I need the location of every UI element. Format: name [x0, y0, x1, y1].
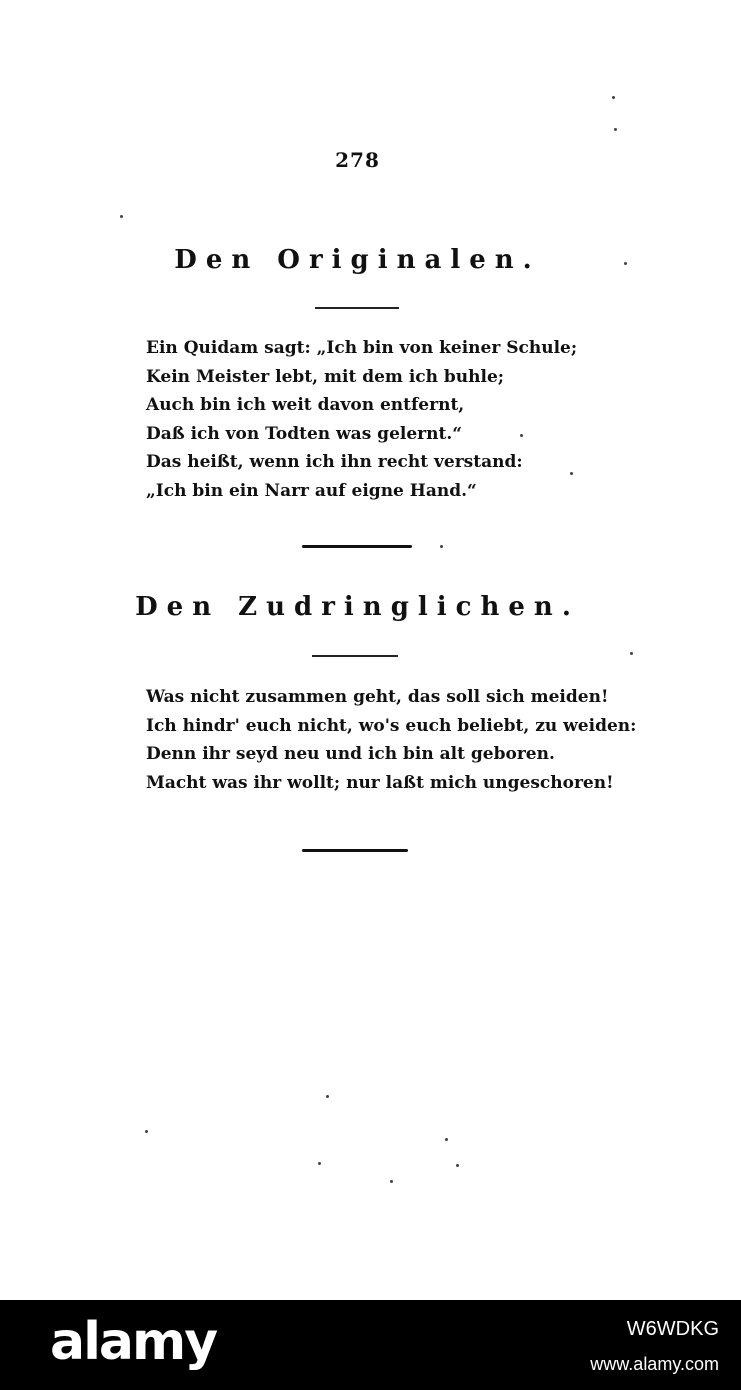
- page-number: 278: [335, 148, 380, 172]
- poem-zudringlichen: [146, 683, 636, 797]
- poem-line: Macht was ihr wollt; nur laßt mich ungeschoren!: [146, 772, 614, 793]
- scan-speck: [630, 652, 633, 655]
- scan-speck: [390, 1180, 393, 1183]
- scan-speck: [440, 545, 443, 548]
- scan-speck: [624, 262, 627, 265]
- scan-speck: [614, 128, 617, 131]
- poem-line: Kein Meister lebt, mit dem ich buhle;: [146, 366, 505, 387]
- poem-line: „Ich bin ein Narr auf eigne Hand.“: [146, 480, 477, 501]
- poem-title-zudringlichen: Den Zudringlichen.: [135, 592, 580, 622]
- poem-line: Ich hindr' euch nicht, wo's euch beliebt, zu weiden:: [146, 715, 637, 736]
- poem-title-originalen: Den Originalen.: [174, 245, 541, 275]
- alamy-logo: alamy: [50, 1312, 217, 1372]
- section-divider: [302, 545, 412, 548]
- scan-speck: [520, 434, 523, 437]
- scan-speck: [612, 96, 615, 99]
- site-url: www.alamy.com: [590, 1354, 719, 1374]
- poem-originalen: [146, 334, 577, 505]
- poem-line: Ein Quidam sagt: „Ich bin von keiner Schule;: [146, 338, 578, 358]
- scan-speck: [318, 1162, 321, 1165]
- poem-line: Das heißt, wenn ich ihn recht verstand:: [146, 452, 523, 472]
- title-divider: [312, 655, 398, 657]
- poem-line: Was nicht zusammen geht, das soll sich meiden!: [146, 687, 609, 707]
- scan-speck: [445, 1138, 448, 1141]
- image-id: W6WDKG: [626, 1318, 719, 1340]
- watermark-banner: [0, 1300, 741, 1390]
- poem-line: Auch bin ich weit davon entfernt,: [146, 395, 465, 415]
- title-divider: [315, 307, 399, 309]
- scan-speck: [145, 1130, 148, 1133]
- scan-speck: [120, 215, 123, 218]
- end-divider: [302, 849, 408, 852]
- poem-line: Daß ich von Todten was gelernt.“: [146, 423, 463, 444]
- scan-speck: [326, 1095, 329, 1098]
- scan-speck: [570, 472, 573, 475]
- poem-line: Denn ihr seyd neu und ich bin alt geboren.: [146, 744, 555, 764]
- scan-speck: [456, 1164, 459, 1167]
